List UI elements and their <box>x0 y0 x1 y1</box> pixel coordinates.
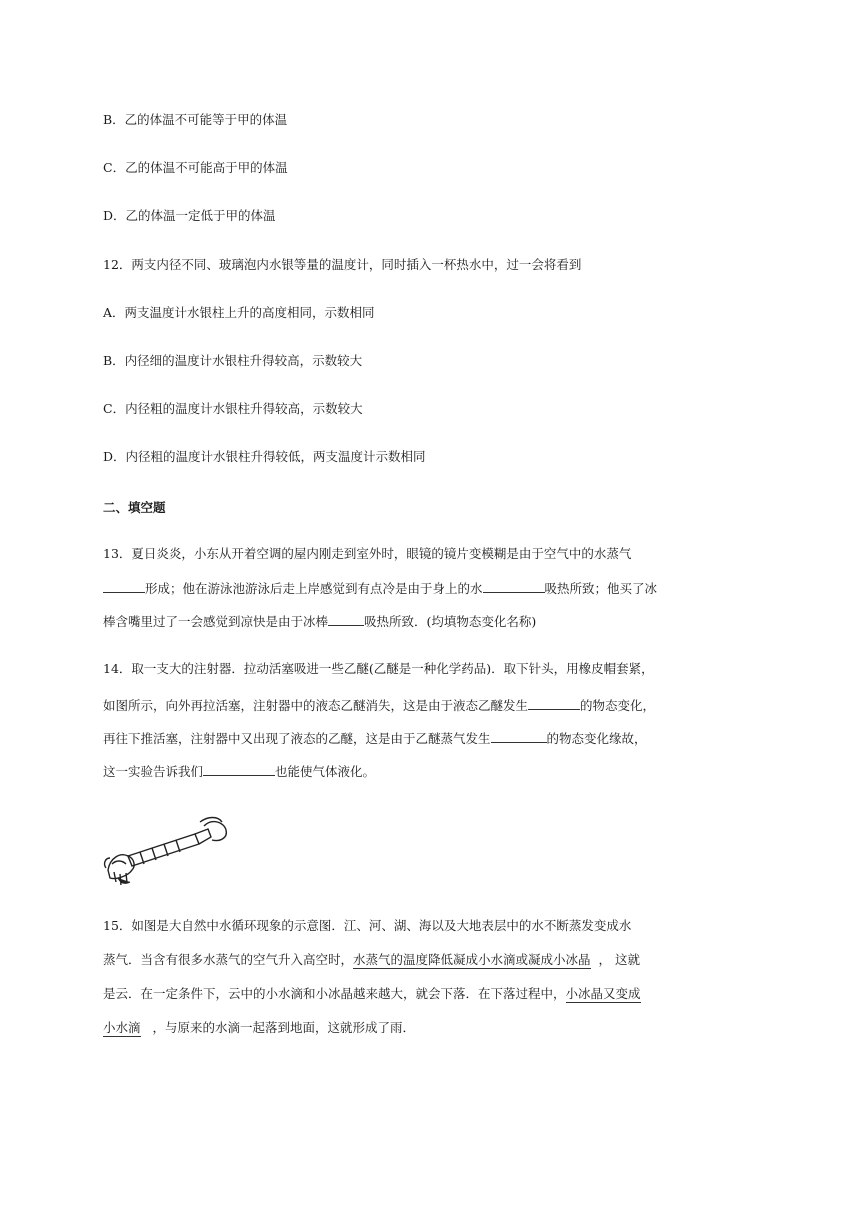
q13-line-1: 13．夏日炎炎，小东从开着空调的屋内刚走到室外时，眼镜的镜片变模糊是由于空气中的水蒸气 <box>103 546 632 561</box>
q13-text: 棒含嘴里过了一会感觉到凉快是由于冰棒 <box>103 614 329 629</box>
q14-line-2 <box>103 697 763 714</box>
q15-answer: 小水滴 <box>103 1020 141 1035</box>
answer-blank[interactable] <box>483 580 545 593</box>
q12-option-a: A．两支温度计水银柱上升的高度相同，示数相同 <box>103 305 375 320</box>
q13-text: 形成；他在游泳池游泳后走上岸感觉到有点冷是由于身上的水 <box>145 581 483 596</box>
q12-option-b: B．内径细的温度计水银柱升得较高，示数较大 <box>103 353 363 368</box>
q13-line-2 <box>103 580 763 597</box>
q15-line-1: 15．如图是大自然中水循环现象的示意图．江、河、湖、海以及大地表层中的水不断蒸发变成水 <box>103 918 632 933</box>
q11-option-c: C．乙的体温不可能高于甲的体温 <box>103 160 288 175</box>
q15-line-2 <box>103 952 763 968</box>
q12-option-c: C．内径粗的温度计水银柱升得较高，示数较大 <box>103 401 363 416</box>
q11-option-d: D．乙的体温一定低于甲的体温 <box>103 208 276 223</box>
q15-answer: 小冰晶又变成 <box>565 986 641 1001</box>
q14-text: 也能使气体液化。 <box>275 764 376 779</box>
q14-text: 再往下推活塞，注射器中又出现了液态的乙醚，这是由于乙醚蒸气发生 <box>103 731 491 746</box>
q14-line-4 <box>103 763 763 780</box>
syringe-figure <box>100 808 232 888</box>
q14-line-1: 14．取一支大的注射器．拉动活塞吸进一些乙醚(乙醚是一种化学药品)．取下针头，用橡皮帽套紧， <box>103 661 654 676</box>
answer-blank[interactable] <box>491 730 547 743</box>
q14-text: 的物态变化缘故， <box>546 731 647 746</box>
answer-blank[interactable] <box>103 580 145 593</box>
q14-line-3 <box>103 730 763 747</box>
q14-text: 如图所示，向外再拉活塞，注射器中的液态乙醚消失，这是由于液态乙醚发生 <box>103 698 529 713</box>
answer-blank[interactable] <box>203 763 275 776</box>
q15-line-4 <box>103 1020 763 1036</box>
q15-text: ， 这就 <box>598 952 641 967</box>
q15-text: ，与原来的水滴一起落到地面，这就形成了雨． <box>152 1020 416 1035</box>
answer-blank[interactable] <box>328 613 364 626</box>
q11-option-b: B．乙的体温不可能等于甲的体温 <box>103 112 288 127</box>
q12-option-d: D．内径粗的温度计水银柱升得较低，两支温度计示数相同 <box>103 449 426 464</box>
answer-blank[interactable] <box>528 697 580 710</box>
q15-text: 蒸气．当含有很多水蒸气的空气升入高空时， <box>103 952 354 967</box>
q15-line-3 <box>103 986 763 1002</box>
q13-line-3 <box>103 613 763 630</box>
q13-text: 吸热所致；他买了冰 <box>544 581 658 596</box>
q15-answer: 水蒸气的温度降低凝成小水滴或凝成小冰晶 <box>353 952 591 967</box>
section-title: 二、填空题 <box>103 500 166 515</box>
q14-text: 的物态变化， <box>580 698 656 713</box>
q14-text: 这一实验告诉我们 <box>103 764 204 779</box>
q13-text: 吸热所致．(均填物态变化名称) <box>364 614 537 629</box>
q12-stem: 12．两支内径不同、玻璃泡内水银等量的温度计，同时插入一杯热水中，过一会将看到 <box>103 257 582 272</box>
q15-text: 是云．在一定条件下，云中的小水滴和小冰晶越来越大，就会下落．在下落过程中， <box>103 986 566 1001</box>
